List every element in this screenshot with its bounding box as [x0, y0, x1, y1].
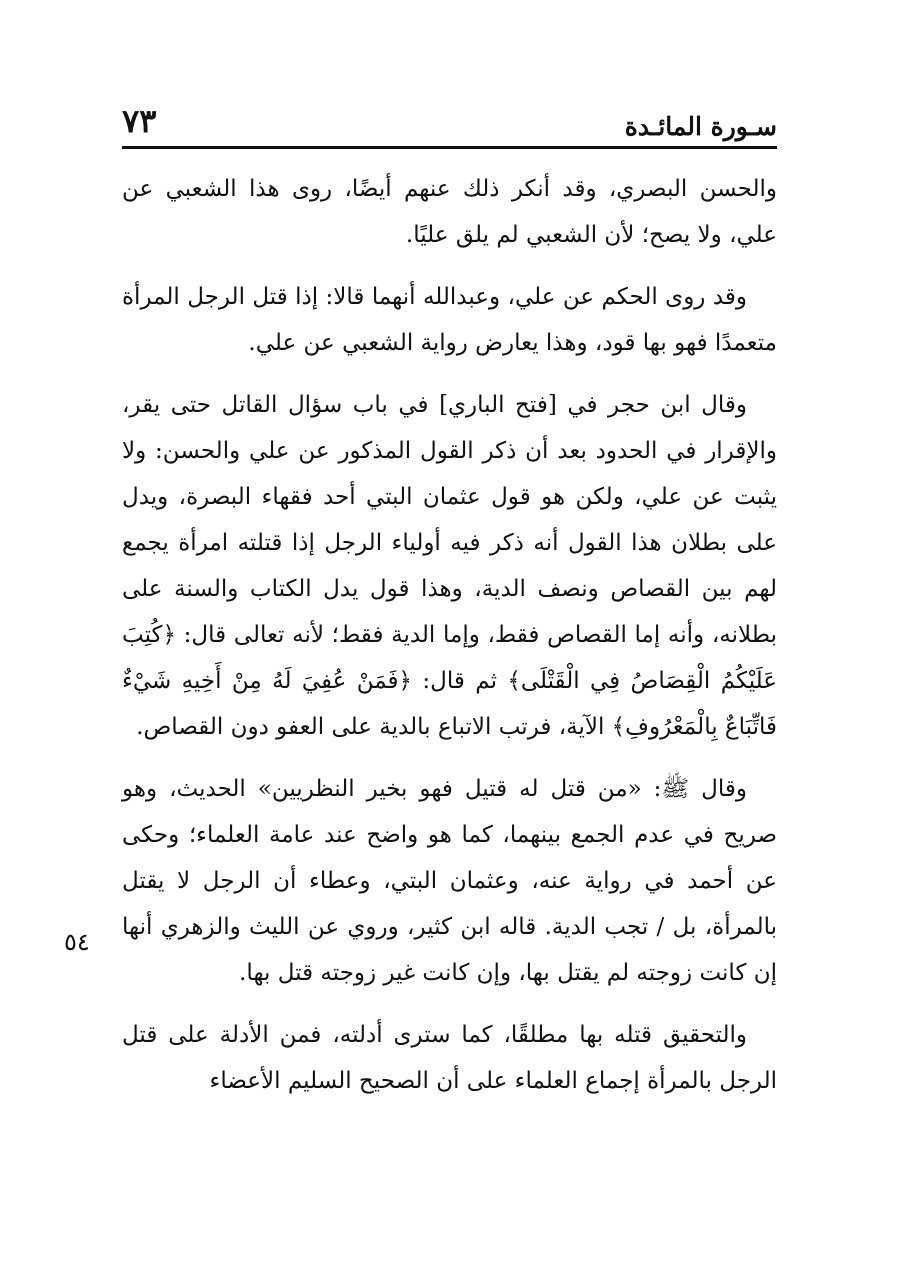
- paragraph: وقال ابن حجر في [فتح الباري] في باب سؤال القاتل حتى يقر، والإقرار في الحدود بعد أن ذكر القول المذكور عن علي والحسن: ولا يثبت عن علي، ولكن هو قول عثمان البتي أحد فقهاء البصرة، ويدل على بطلان هذا القول أنه ذكر فيه أولياء الرجل إذا قتلته امرأة يجمع لهم بين القصاص ونصف الدية، وهذا قول يدل الكتاب والسنة على بطلانه، وأنه إما القصاص فقط، وإما الدية فقط؛ لأنه تعالى قال: ﴿كُتِبَ عَلَيْكُمُ الْقِصَاصُ فِي الْقَتْلَى﴾ ثم قال: ﴿فَمَنْ عُفِيَ لَهُ مِنْ أَخِيهِ شَيْءٌ فَاتِّبَاعٌ بِالْمَعْرُوفِ﴾ الآية، فرتب الاتباع بالدية على العفو دون القصاص.: [122, 392, 777, 740]
- surah-title: سـورة المائـدة: [624, 112, 777, 141]
- text-body: [122, 166, 777, 1120]
- page-number: ٧٣: [122, 102, 157, 140]
- paragraph: وقال ﷺ: «من قتل له قتيل فهو بخير النظريين» الحديث، وهو صريح في عدم الجمع بينهما، كما هو واضح عند عامة العلماء؛ وحكى عن أحمد في رواية عنه، وعثمان البتي، وعطاء أن الرجل لا يقتل بالمرأة، بل / تجب الدية. قاله ابن كثير، وروي عن الليث والزهري أنها إن كانت زوجته لم يقتل بها، وإن كانت غير زوجته قتل بها.: [122, 776, 777, 986]
- paragraph: والحسن البصري، وقد أنكر ذلك عنهم أيضًا، روى هذا الشعبي عن علي، ولا يصح؛ لأن الشعبي لم يلق عليًا.: [122, 176, 777, 248]
- paragraph: وقد روى الحكم عن علي، وعبدالله أنهما قالا: إذا قتل الرجل المرأة متعمدًا فهو بها قود، وهذا يعارض رواية الشعبي عن علي.: [122, 284, 777, 356]
- page-header: [122, 100, 777, 144]
- header-divider: [122, 146, 777, 149]
- paragraph: والتحقيق قتله بها مطلقًا، كما سترى أدلته، فمن الأدلة على قتل الرجل بالمرأة إجماع العلماء على أن الصحيح السليم الأعضاء: [122, 1022, 777, 1094]
- margin-page-marker: ٥٤: [64, 928, 90, 956]
